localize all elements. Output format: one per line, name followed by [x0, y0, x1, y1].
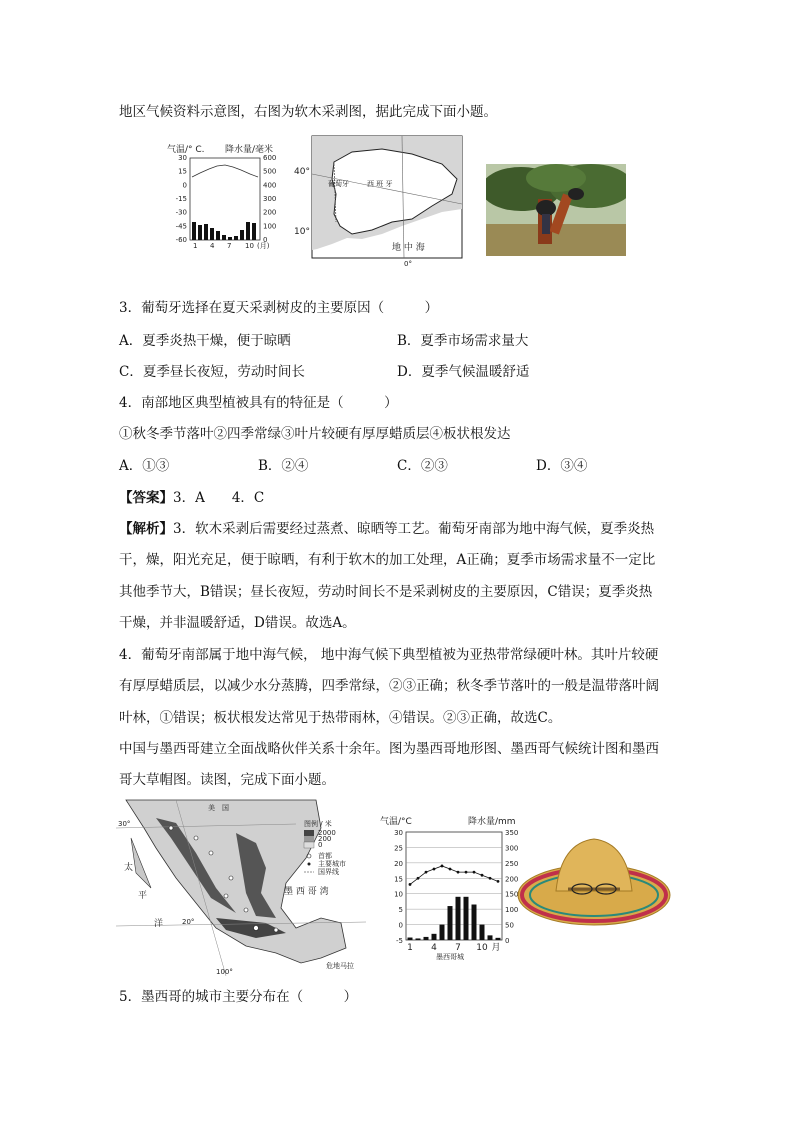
climate-left-label: 气温/° C.: [167, 145, 205, 155]
lat30-label: 30°: [118, 820, 131, 828]
climate2-left-label: 气温/°C: [380, 817, 412, 827]
x-tick: 4: [210, 242, 215, 250]
precip-bar: [408, 938, 413, 940]
answer-text: 3．A 4．C: [173, 490, 265, 506]
temperature-point: [473, 871, 476, 874]
temperature-point: [441, 865, 444, 868]
analysis-tag: 【解析】: [119, 521, 173, 537]
analysis-line-6: 有厚厚蜡质层，以减少水分蒸腾，四季常绿，②③正确；秋冬季节落叶的一般是温带落叶阔: [119, 678, 659, 694]
right-tick: 250: [505, 859, 519, 868]
left-tick: 25: [394, 844, 403, 853]
left-tick: -60: [175, 236, 187, 244]
q4-option-a[interactable]: A．①③: [119, 458, 170, 474]
analysis-line-7: 叶林，①错误；板状根发达常见于热带雨林，④错误。②③正确，故选C。: [119, 710, 562, 726]
lat20-label: 20°: [182, 918, 195, 926]
sombrero-photo: [516, 833, 672, 929]
q4-option-d[interactable]: D．③④: [536, 458, 588, 474]
lon100-label: 100°: [216, 968, 233, 976]
q3-option-c[interactable]: C．夏季昼长夜短，劳动时间长: [119, 364, 305, 380]
lat-40-label: 40°: [294, 167, 310, 177]
temperature-point: [433, 868, 436, 871]
temperature-point: [425, 871, 428, 874]
sea-label: 地 中 海: [392, 243, 425, 253]
precip-bars: [192, 222, 256, 240]
precip-bar: [488, 935, 493, 940]
left-tick: 5: [398, 906, 403, 915]
svg-text:2000: 2000: [318, 829, 336, 837]
precip-bar: [432, 934, 437, 940]
right-tick: 100: [505, 906, 519, 915]
q4-stem: 4．南部地区典型植被具有的特征是（ ）: [119, 395, 398, 411]
precip-bar: [440, 925, 445, 940]
right-tick: 200: [263, 208, 277, 217]
answer-line: [119, 488, 264, 508]
right-tick: 600: [263, 154, 277, 162]
right-tick: 350: [505, 829, 519, 837]
x-tick: 1: [407, 943, 413, 953]
q4-option-c[interactable]: C．②③: [397, 458, 448, 474]
precip-bar: [416, 938, 421, 940]
analysis-line-5: 4．葡萄牙南部属于地中海气候， 地中海气候下典型植被为亚热带常绿硬叶林。其叶片较硬: [119, 647, 659, 663]
q3-stem: 3．葡萄牙选择在夏天采剥树皮的主要原因（ ）: [119, 300, 439, 316]
svg-text:主要城市: 主要城市: [318, 860, 346, 868]
q4-statements: ①秋冬季节落叶②四季常绿③叶片较硬有厚厚蜡质层④板状根发达: [119, 426, 511, 442]
q3-option-b[interactable]: B．夏季市场需求量大: [397, 333, 529, 349]
left-tick: 10: [394, 890, 403, 899]
precip-bar: [496, 938, 501, 940]
city-label: 墨西哥城: [436, 953, 464, 961]
q5-stem: 5．墨西哥的城市主要分布在（ ）: [119, 989, 358, 1005]
temperature-line: [410, 866, 498, 885]
left-tick: 15: [178, 167, 187, 176]
precip-bar: [472, 905, 477, 940]
spain-label: 西 班 牙: [367, 180, 393, 188]
answer-tag: 【答案】: [119, 490, 173, 506]
left-tick: -15: [175, 195, 187, 203]
mexico-map: [116, 798, 366, 978]
precip-bar: [464, 897, 469, 940]
q3-option-d[interactable]: D．夏季气候温暖舒适: [397, 364, 530, 380]
mexico-city-climate-chart: [378, 812, 528, 962]
precip-bar: [448, 906, 453, 940]
x-tick: 10: [245, 242, 254, 250]
right-tick: 500: [263, 167, 277, 176]
ping-label: 平: [138, 891, 148, 901]
temperature-point: [457, 871, 460, 874]
analysis-text-1: 3．软木采剥后需要经过蒸煮、晾晒等工艺。葡萄牙南部为地中海气候，夏季炎热: [173, 521, 655, 537]
passage2-line-2: 哥大草帽图。读图，完成下面小题。: [119, 772, 335, 788]
temperature-point: [449, 868, 452, 871]
temperature-point: [409, 883, 412, 886]
temperature-point: [417, 877, 420, 880]
temperature-point: [489, 877, 492, 880]
svg-text:首都: 首都: [318, 852, 332, 860]
temperature-point: [497, 880, 500, 883]
q4-option-b[interactable]: B．②④: [258, 458, 309, 474]
left-tick: 20: [394, 859, 403, 868]
x-tick: 4: [431, 943, 437, 953]
svg-text:国界线: 国界线: [318, 868, 339, 876]
right-tick: 400: [263, 181, 277, 190]
climate-right-label: 降水量/毫米: [225, 145, 274, 155]
guatemala-label: 危地马拉: [326, 962, 354, 970]
precip-bar: [424, 937, 429, 940]
left-tick: 15: [394, 875, 403, 884]
analysis-line-3: 其他季节大，B错误；昼长夜短，劳动时间长不是采剥树皮的主要原因，C错误；夏季炎热: [119, 584, 653, 600]
chart-frame: [406, 832, 502, 940]
x-tick: (月): [257, 242, 270, 250]
usa-label: 美 国: [208, 804, 229, 812]
q3-option-a[interactable]: A．夏季炎热干燥，便于晾晒: [119, 333, 291, 349]
portugal-label: 葡萄牙: [328, 180, 349, 188]
yang-label: 洋: [154, 919, 164, 929]
climate2-right-label: 降水量/mm: [468, 817, 516, 827]
tai-label: 太: [124, 863, 134, 873]
right-tick: 100: [263, 222, 277, 231]
analysis-line-2: 干，燥，阳光充足，便于晾晒，有利于软木的加工处理，A正确；夏季市场需求量不一定比: [119, 552, 656, 568]
svg-text:图例 / 米: 图例 / 米: [304, 820, 332, 828]
left-tick: 0: [182, 181, 187, 190]
right-tick: 300: [505, 844, 519, 853]
right-tick: 150: [505, 890, 519, 899]
intro-text: 地区气候资料示意图，右图为软木采剥图，据此完成下面小题。: [119, 104, 497, 120]
left-tick: -5: [396, 937, 403, 945]
left-tick: -45: [175, 222, 187, 231]
svg-text:0: 0: [318, 841, 323, 849]
right-tick: 200: [505, 875, 519, 884]
precip-bar: [480, 925, 485, 940]
right-tick: 0: [263, 236, 268, 244]
right-tick: 0: [505, 937, 510, 945]
x-tick: 1: [193, 242, 198, 250]
analysis-line-4: 干燥，并非温暖舒适，D错误。故选A。: [119, 615, 356, 631]
analysis-line-1: [119, 519, 654, 539]
precip-bar: [456, 897, 461, 940]
lat-10-label: 10°: [294, 227, 310, 237]
x-tick: 10: [476, 943, 488, 953]
climate-chart-portugal: [165, 140, 295, 250]
x-tick: 月: [491, 943, 501, 953]
lon-0-label: 0°: [404, 260, 412, 266]
temperature-point: [481, 874, 484, 877]
iberia-map: [292, 134, 468, 266]
x-tick: 7: [455, 943, 461, 953]
svg-text:200: 200: [318, 835, 332, 843]
cork-harvest-photo: [486, 164, 626, 256]
left-tick: 0: [398, 921, 403, 930]
right-tick: 50: [505, 921, 514, 930]
left-tick: -30: [175, 208, 187, 217]
passage2-line-1: 中国与墨西哥建立全面战略伙伴关系十余年。图为墨西哥地形图、墨西哥气候统计图和墨西: [119, 741, 659, 757]
left-tick: 30: [394, 829, 403, 837]
left-tick: 30: [178, 154, 187, 162]
x-tick: 7: [227, 242, 232, 250]
temperature-curve: [192, 165, 258, 177]
temperature-point: [465, 871, 468, 874]
gulf-label: 墨 西 哥 湾: [284, 887, 329, 897]
right-tick: 300: [263, 195, 277, 203]
